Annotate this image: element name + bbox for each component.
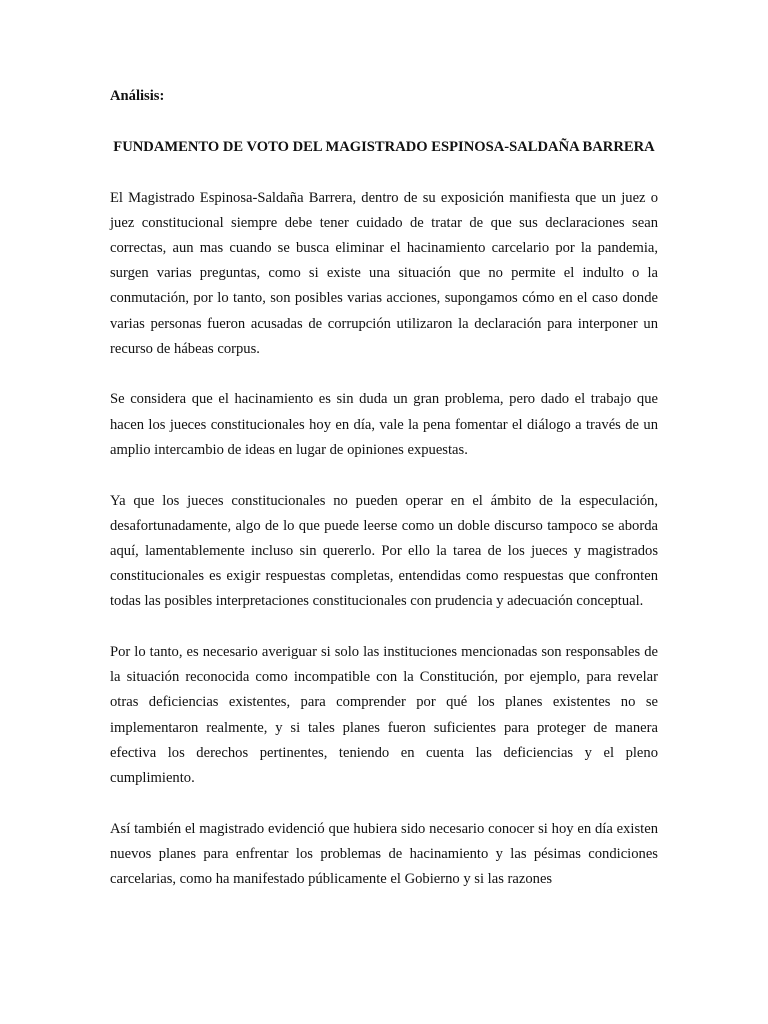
paragraph-1: El Magistrado Espinosa-Saldaña Barrera, dentro de su exposición manifiesta que un juez o juez constitucional siempre debe tener cuidado de tratar de que sus declaraciones sean correctas, aun mas cuando se busca eliminar el hacinamiento carcelario por la pandemia, surgen varias preguntas, como si existe una situación que no permite el indulto o la conmutación, por lo tanto, son posibles varias acciones, supongamos cómo en el caso donde varias personas fueron acusadas de corrupción utilizaron la declaración para interponer un recurso de hábeas corpus. [110, 189, 658, 357]
document-title: FUNDAMENTO DE VOTO DEL MAGISTRADO ESPINOSA-SALDAÑA BARRERA [113, 139, 655, 155]
document-page [110, 84, 658, 918]
paragraph-2: Se considera que el hacinamiento es sin duda un gran problema, pero dado el trabajo que hacen los jueces constitucionales hoy en día, vale la pena fomentar el diálogo a través de un amplio intercambio de ideas en lugar de opiniones expuestas. [110, 391, 658, 458]
paragraph-5: Así también el magistrado evidenció que hubiera sido necesario conocer si hoy en día existen nuevos planes para enfrentar los problemas de hacinamiento y las pésimas condiciones carcelarias, como ha manifestado públicamente el Gobierno y si las razones [110, 820, 658, 888]
paragraph-4: Por lo tanto, es necesario averiguar si solo las instituciones mencionadas son responsables de la situación reconocida como incompatible con la Constitución, por ejemplo, para revelar otras deficiencias existentes, para comprender por qué los planes existentes no se implementaron realmente, y si tales planes fueron suficientes para proteger de manera efectiva los derechos pertinentes, teniendo en cuenta las deficiencias y el pleno cumplimiento. [110, 644, 658, 787]
paragraph-3: Ya que los jueces constitucionales no pueden operar en el ámbito de la especulación, desafortunadamente, algo de lo que puede leerse como un doble discurso tampoco se aborda aquí, lamentablemente incluso sin quererlo. Por ello la tarea de los jueces y magistrados constitucionales es exigir respuestas completas, entendidas como respuestas que confronten todas las posibles interpretaciones constitucionales con prudencia y adecuación conceptual. [110, 492, 658, 610]
section-label: Análisis: [110, 88, 165, 104]
